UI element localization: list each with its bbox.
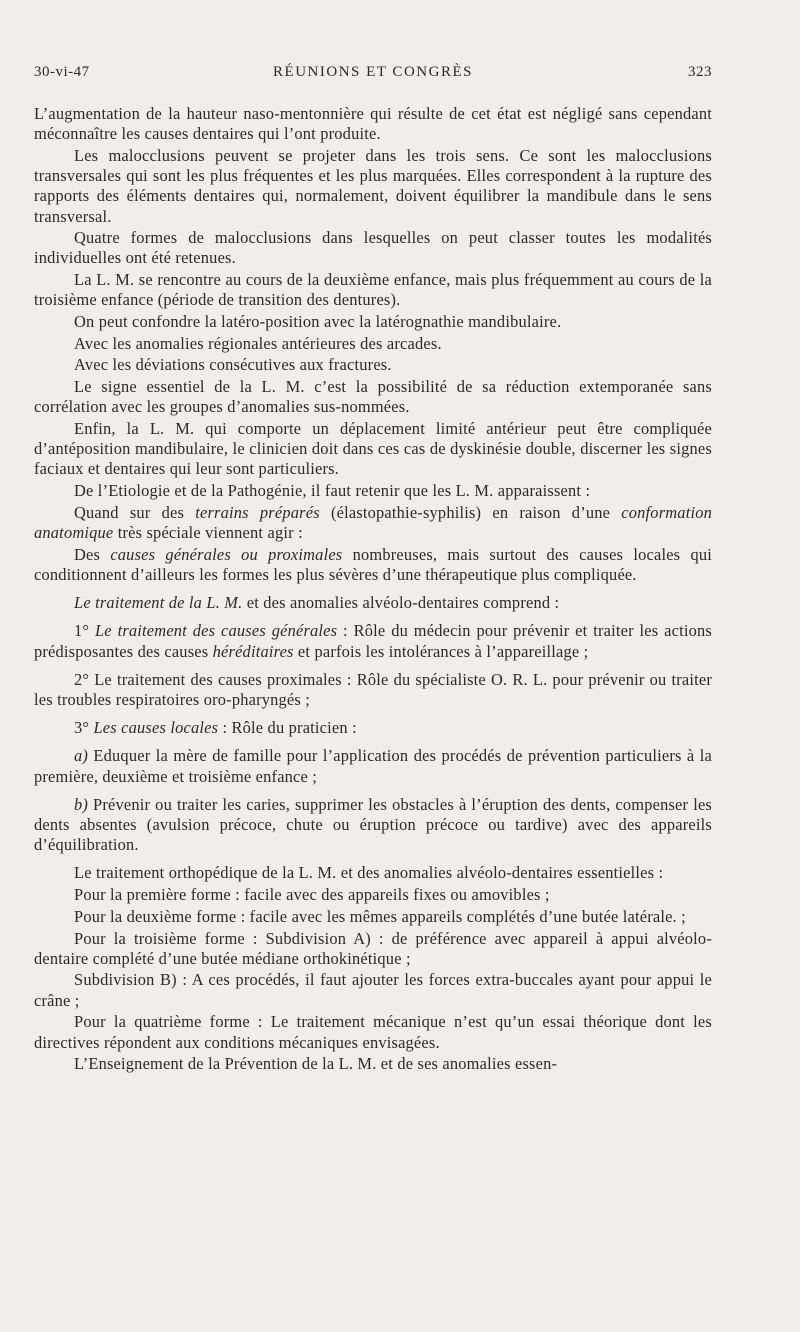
paragraph: Le signe essentiel de la L. M. c’est la possibilité de sa réduction extemporanée sans corrélation avec les groupes d’anomalies sus-nommées. <box>34 377 712 417</box>
paragraph: Pour la première forme : facile avec des appareils fixes ou amovibles ; <box>74 885 550 905</box>
paragraph <box>34 746 712 786</box>
italic-run: héréditaires <box>212 641 294 661</box>
paragraph <box>34 621 712 661</box>
paragraph: La L. M. se rencontre au cours de la deuxième enfance, mais plus fréquemment au cours de la troisième enfance (période de transition des dentures). <box>34 270 712 310</box>
paragraph: Pour la quatrième forme : Le traitement mécanique n’est qu’un essai théorique dont les directives répondent aux conditions mécaniques envisagées. <box>34 1012 712 1052</box>
text-run: Eduquer la mère de famille pour l’application des procédés de prévention particuliers à la première, deuxième et troisième enfance ; <box>34 746 712 786</box>
paragraph: Subdivision B) : A ces procédés, il faut ajouter les forces extra-buccales ayant pour appui le crâne ; <box>34 970 712 1010</box>
paragraph: Quatre formes de malocclusions dans lesquelles on peut classer toutes les modalités individuelles ont été retenues. <box>34 228 712 268</box>
text-run: et parfois les intolérances à l’appareillage ; <box>293 641 589 661</box>
italic-run: causes générales ou proximales <box>110 544 343 564</box>
italic-run: conformation anatomique <box>34 502 713 543</box>
page-number: 323 <box>688 64 712 80</box>
header-title: RÉUNIONS ET CONGRÈS <box>273 64 473 80</box>
italic-run: terrains préparés <box>195 502 320 522</box>
paragraph: Pour la troisième forme : Subdivision A) : de préférence avec appareil à appui alvéolo-dentaire complété d’une butée médiane orthokinétique ; <box>34 928 712 968</box>
paragraph <box>34 545 712 585</box>
italic-run: Les causes locales <box>93 718 219 738</box>
text-run: Quand sur des <box>74 502 196 522</box>
header-date: 30-vi-47 <box>34 64 90 80</box>
paragraph: Avec les déviations consécutives aux fractures. <box>74 355 392 375</box>
text-run: : Rôle du praticien : <box>218 718 357 738</box>
paragraph: L’Enseignement de la Prévention de la L. M. et de ses anomalies essen- <box>74 1054 558 1074</box>
italic-run: Le traitement de la L. M. <box>74 593 243 613</box>
text-run: (élastopathie-syphilis) en raison d’une <box>319 502 622 522</box>
paragraph: Enfin, la L. M. qui comporte un déplacement limité antérieur peut être compliquée d’antéposition mandibulaire, le clinicien doit dans ces cas de dyskinésie double, discerner les signes faciaux et dentaires qui leur sont particuliers. <box>34 419 712 479</box>
paragraph: 2° Le traitement des causes proximales : Rôle du spécialiste O. R. L. pour prévenir ou traiter les troubles respiratoires oro-pharyngés ; <box>34 669 712 709</box>
paragraph <box>34 503 712 543</box>
paragraph: Les malocclusions peuvent se projeter dans les trois sens. Ce sont les malocclusions transversales qui sont les plus fréquentes et les plus marquées. Elles correspondent à la rupture des rapports des éléments dentaires qui, normalement, doivent équilibrer la mandibule dans le sens transversal. <box>34 145 712 226</box>
paragraph: Pour la deuxième forme : facile avec les mêmes appareils complétés d’une butée latérale. ; <box>74 906 686 926</box>
text-run: 1° <box>74 621 95 641</box>
text-run: Prévenir ou traiter les caries, supprimer les obstacles à l’éruption des dents, compenser les dents absentes (avulsion précoce, chute ou éruption précoce ou tardive) avec des appareils d’équilibration. <box>34 794 712 855</box>
italic-run: Le traitement des causes générales <box>94 621 338 641</box>
paragraph <box>34 593 712 613</box>
paragraph <box>34 718 712 738</box>
text-run: 3° <box>74 718 94 738</box>
text-run: très spéciale viennent agir : <box>113 523 303 543</box>
running-header <box>34 64 712 86</box>
paragraph <box>34 795 712 856</box>
paragraph: Avec les anomalies régionales antérieures des arcades. <box>74 333 442 353</box>
text-run: nombreuses, mais surtout des causes locales qui conditionnent d’ailleurs les formes les plus sévères d’une thérapeutique plus compliquée. <box>34 544 713 584</box>
paragraph: L’augmentation de la hauteur naso-mentonnière qui résulte de cet état est négligé sans cependant méconnaître les causes dentaires qui l’ont produite. <box>34 104 712 144</box>
paragraph: On peut confondre la latéro-position avec la latérognathie mandibulaire. <box>74 312 562 332</box>
italic-run: b) <box>74 794 89 814</box>
paragraph: Le traitement orthopédique de la L. M. et des anomalies alvéolo-dentaires essentielles : <box>74 863 664 883</box>
paragraph: De l’Etiologie et de la Pathogénie, il faut retenir que les L. M. apparaissent : <box>74 481 591 501</box>
text-run: Des <box>74 544 111 564</box>
text-run: et des anomalies alvéolo-dentaires comprend : <box>242 593 560 613</box>
text-run: : Rôle du médecin pour prévenir et traiter les actions prédisposantes des causes <box>34 621 713 661</box>
body-text <box>34 104 712 1076</box>
italic-run: a) <box>74 746 89 766</box>
